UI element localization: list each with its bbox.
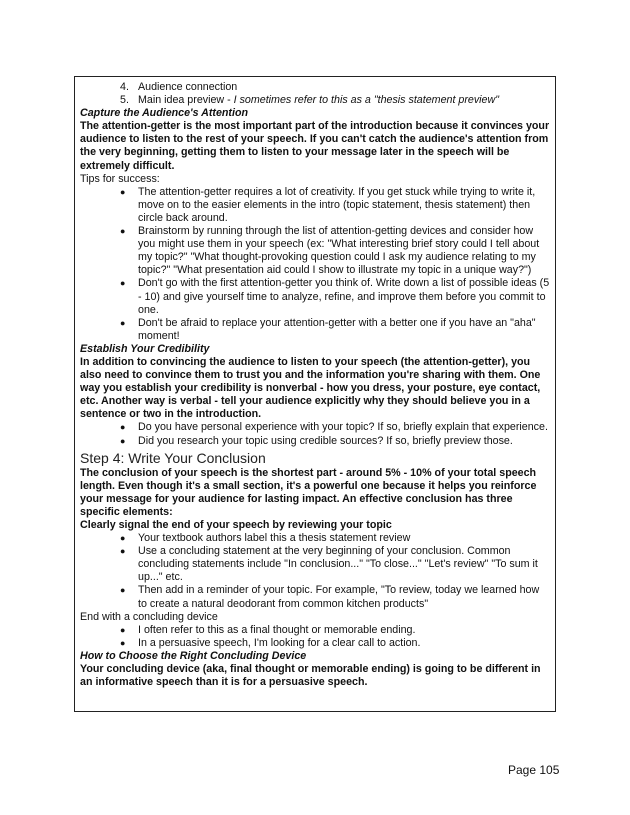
bullet-icon: ●	[120, 435, 126, 446]
section-heading: How to Choose the Right Concluding Device	[80, 649, 307, 662]
bullet-item: ● Did you research your topic using credible sources? If so, briefly preview those.	[120, 434, 513, 447]
bullet-item: ● Don't be afraid to replace your attention-getter with a better one if you have an "aha" moment!	[120, 316, 536, 342]
bullet-item: ● In a persuasive speech, I'm looking for a clear call to action.	[120, 636, 421, 649]
bullet-icon: ●	[120, 278, 126, 289]
content-box	[74, 76, 556, 712]
tips-label: Tips for success:	[80, 172, 160, 185]
bullet-item: ● Don't go with the first attention-getter you think of. Write down a list of possible ideas (5 - 10) and give yourself time to analyze, refine, and improve them before you commit to one.	[120, 277, 550, 316]
bullet-icon: ●	[120, 533, 126, 544]
subsection-label: Clearly signal the end of your speech by reviewing your topic	[80, 519, 392, 531]
list-item: 5. Main idea preview - I sometimes refer to this as a "thesis statement preview"	[120, 94, 500, 107]
paragraph: The attention-getter is the most important part of the introduction because it convinces your audience to listen to the rest of your speech. If you can't catch the audience's attention from the very beginning, getting them to listen to your message later in the speech will be extremely difficult.	[80, 120, 550, 172]
bullet-icon: ●	[120, 624, 126, 635]
step-heading: Step 4: Write Your Conclusion	[80, 449, 266, 466]
section-heading: Establish Your Credibility	[80, 342, 210, 355]
bullet-item: ● I often refer to this as a final thought or memorable ending.	[120, 623, 416, 636]
bullet-icon: ●	[120, 226, 126, 237]
bullet-item: ● Do you have personal experience with your topic? If so, briefly explain that experience.	[120, 421, 548, 434]
bullet-item: ● Brainstorm by running through the list of attention-getting devices and consider how you might use them in your speech (ex: "What interesting brief story could I tell about my topic?" "What thought-provoking question could I ask my audience relating to my topic?" "What presentation aid could I show to illustrate my topic in a unique way?")	[120, 225, 540, 277]
bullet-item: ● Use a concluding statement at the very beginning of your conclusion. Common concluding statements include "In conclusion..." "To close..." "Let's review" "To sum it up..." etc.	[120, 545, 538, 584]
list-item: 4. Audience connection	[120, 81, 238, 93]
bullet-icon: ●	[120, 585, 126, 596]
section-heading: Capture the Audience's Attention	[80, 107, 249, 120]
bullet-icon: ●	[120, 317, 126, 328]
page-number: Page 105	[508, 763, 560, 777]
paragraph: In addition to convincing the audience to listen to your speech (the attention-getter), you also need to convince them to trust you and the information you're sharing with them. One way you establish your credibility is nonverbal - how you dress, your posture, eye contact, etc. Another way is verbal - tell your audience explicitly why they should believe you in a sentence or two in the introduction.	[80, 355, 541, 421]
bullet-icon: ●	[120, 546, 126, 557]
bullet-icon: ●	[120, 186, 126, 197]
bullet-item: ● The attention-getter requires a lot of creativity. If you get stuck while trying to write it, move on to the easier elements in the intro (topic statement, thesis statement) then circle back around.	[120, 185, 536, 224]
paragraph: Your concluding device (aka, final thought or memorable ending) is going to be different in an informative speech than it is for a persuasive speech.	[80, 663, 541, 689]
bullet-icon: ●	[120, 637, 126, 648]
bullet-item: ● Your textbook authors label this a thesis statement review	[120, 532, 411, 545]
bullet-item: ● Then add in a reminder of your topic. For example, "To review, today we learned how to create a natural deodorant from common kitchen products"	[120, 584, 540, 610]
bullet-icon: ●	[120, 422, 126, 433]
paragraph: The conclusion of your speech is the shortest part - around 5% - 10% of your total speech length. Even though it's a small section, it's a powerful one because it helps you reinforce your message for your audience for lasting impact. An effective conclusion has three specific elements:	[80, 466, 537, 518]
subsection-label: End with a concluding device	[80, 610, 218, 623]
